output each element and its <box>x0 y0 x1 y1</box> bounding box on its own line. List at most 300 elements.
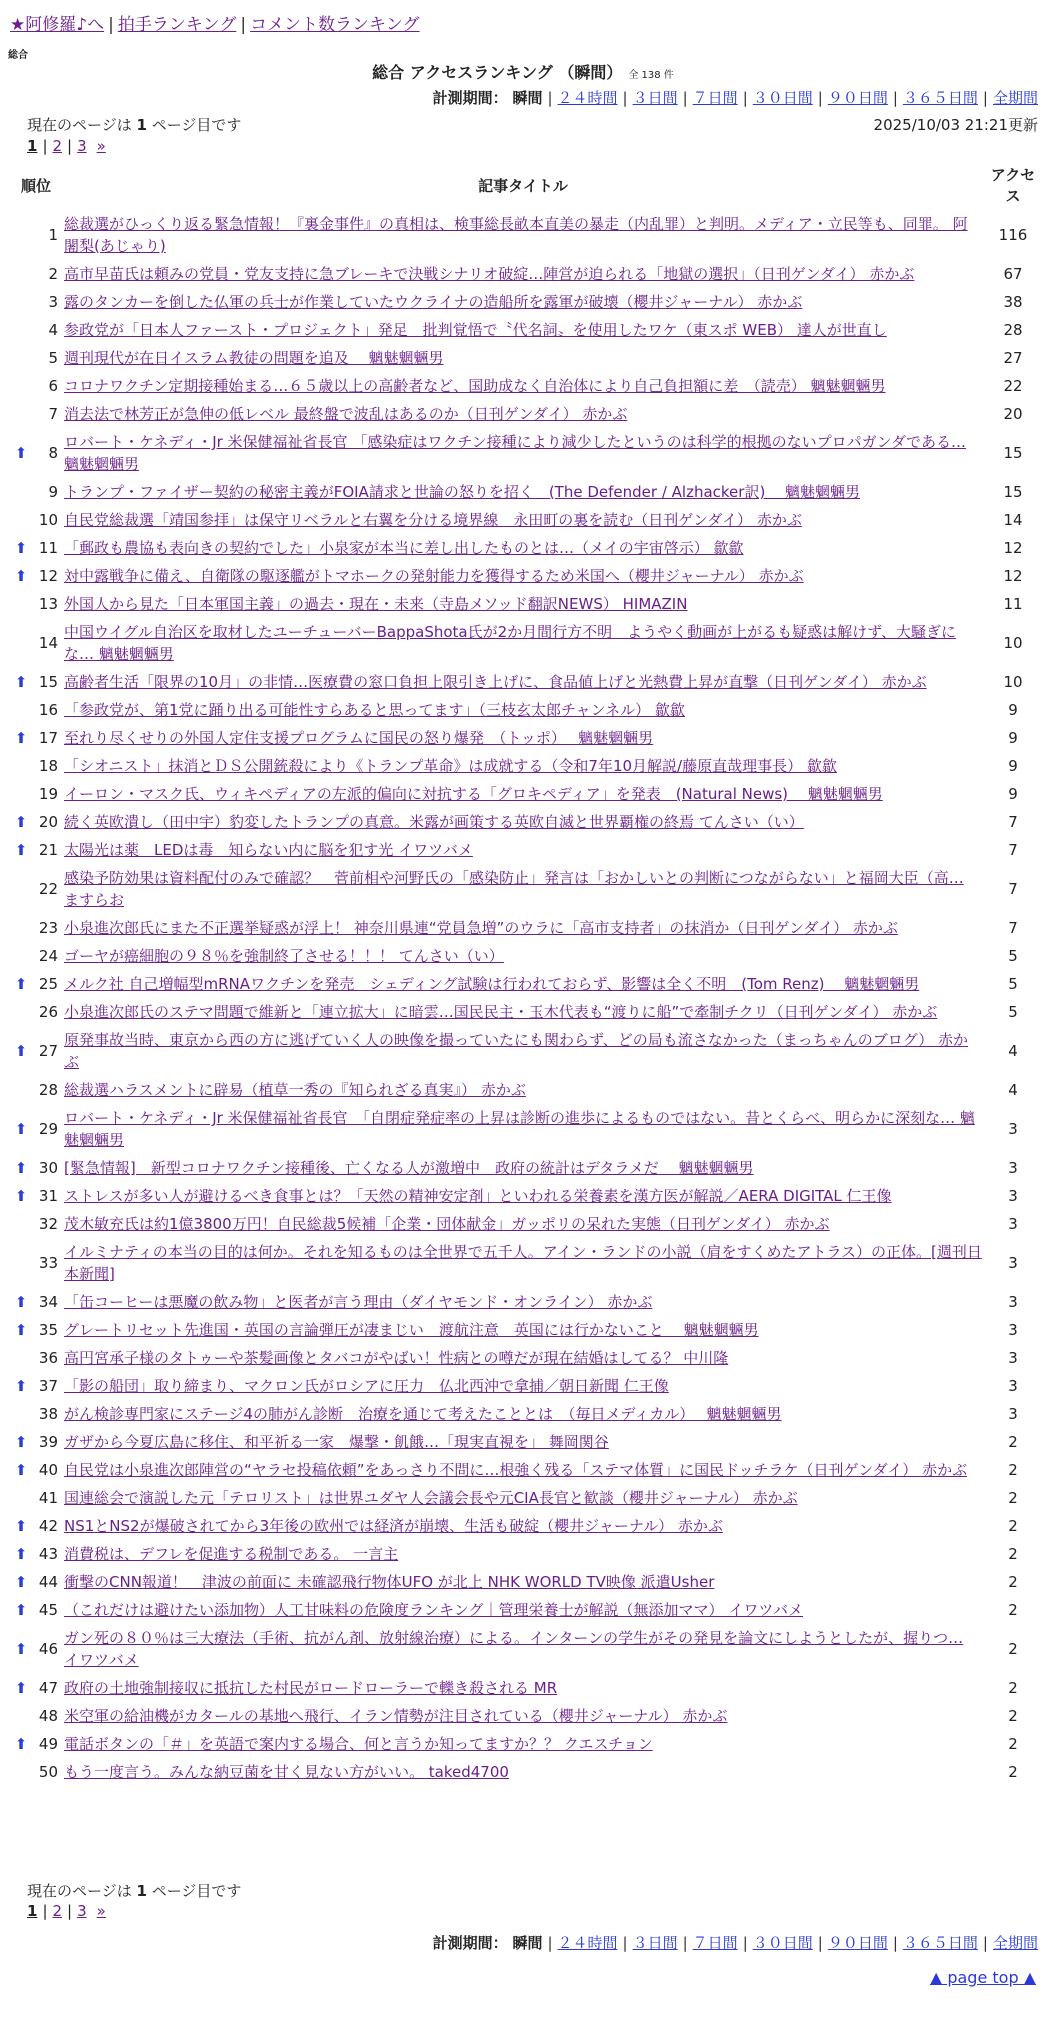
period-selector-top: 計測期間： 瞬間 | ２４時間 | ３日間 | ７日間 | ３０日間 | ９０日間 | ３６５日間 | 全期間 <box>432 89 1038 107</box>
article-link[interactable]: メルク社 自己増幅型mRNAワクチンを発売 シェディング試験は行われておらず、影響は全く不明 (Tom Renz) 魑魅魍魎男 <box>64 975 920 993</box>
period-current: 瞬間 <box>512 1934 543 1952</box>
table-row <box>10 696 1042 724</box>
table-row <box>10 1456 1042 1484</box>
rank-change-cell <box>10 506 32 534</box>
period-link-30d[interactable]: ３０日間 <box>752 89 813 107</box>
article-link[interactable]: ストレスが多い人が避けるべき食事とは？「天然の精神安定剤」といわれる栄養素を漢方医が解説／AERA DIGITAL 仁王像 <box>64 1187 892 1205</box>
article-link[interactable]: 週刊現代が在日イスラム教徒の問題を追及 魑魅魍魎男 <box>64 349 444 367</box>
rank-number: 26 <box>38 1003 58 1021</box>
access-count: 3 <box>1008 1321 1018 1339</box>
arrow-up-icon: ⬆ <box>14 1640 28 1658</box>
title-cell <box>62 428 984 478</box>
table-row <box>10 428 1042 478</box>
table-row <box>10 210 1042 260</box>
access-count: 7 <box>1008 841 1018 859</box>
article-link[interactable]: イルミナティの本当の目的は何か。それを知るものは全世界で五千人。アイン・ランドの小説（肩をすくめたアトラス）の正体。[週刊日本新聞] <box>64 1243 982 1283</box>
article-link[interactable]: 茂木敏充氏は約1億3800万円！自民総裁5候補「企業・団体献金」ガッポリの呆れた実態（日刊ゲンダイ） 赤かぶ <box>64 1215 830 1233</box>
rank-change-cell <box>10 808 32 836</box>
rank-number: 32 <box>38 1215 58 1233</box>
table-row <box>10 1702 1042 1730</box>
article-link[interactable]: 小泉進次郎氏のステマ問題で維新と「連立拡大」に暗雲…国民民主・玉木代表も“渡りに船”で牽制チクリ（日刊ゲンダイ） 赤かぶ <box>64 1003 938 1021</box>
article-link[interactable]: 感染予防効果は資料配付のみで確認？ 菅前相や河野氏の「感染防止」発言は「おかしいとの判断につながらない」と福岡大臣（高… ますらお <box>64 869 964 909</box>
rank-change-cell <box>10 970 32 998</box>
rank-change-cell <box>10 724 32 752</box>
access-count: 3 <box>1008 1120 1018 1138</box>
rank-change-cell <box>10 1568 32 1596</box>
header-rank: 順位 <box>20 176 51 195</box>
access-count: 3 <box>1008 1293 1018 1311</box>
pager-next[interactable]: » <box>96 137 106 155</box>
table-row <box>10 1104 1042 1154</box>
rank-change-cell <box>10 478 32 506</box>
rank-change-cell <box>10 1210 32 1238</box>
arrow-up-icon: ⬆ <box>14 1159 28 1177</box>
rank-number: 49 <box>38 1735 58 1753</box>
arrow-up-icon: ⬆ <box>14 1517 28 1535</box>
title-cell <box>62 1182 984 1210</box>
access-count: 3 <box>1008 1159 1018 1177</box>
page-info-suffix: ページ目です <box>151 1882 242 1900</box>
article-link[interactable]: グレートリセット先進国・英国の言論弾圧が凄まじい 渡航注意 英国には行かないこと 魑魅魍魎男 <box>64 1321 759 1339</box>
rank-change-cell <box>10 752 32 780</box>
article-link[interactable]: 消去法で林芳正が急伸の低レベル 最終盤で波乱はあるのか（日刊ゲンダイ） 赤かぶ <box>64 405 628 423</box>
arrow-up-icon: ⬆ <box>14 1377 28 1395</box>
rank-change-cell <box>10 400 32 428</box>
article-link[interactable]: ロバート・ケネディ・Jr 米保健福祉省長官 「自閉症発症率の上昇は診断の進歩によるものではない。昔とくらべ、明らかに深刻な… 魑魅魍魎男 <box>64 1109 975 1149</box>
rank-number: 33 <box>38 1254 58 1272</box>
rank-change-cell <box>10 914 32 942</box>
header-title: 記事タイトル <box>478 176 568 195</box>
rank-change-cell <box>10 1400 32 1428</box>
title-cell <box>62 914 984 942</box>
rank-number: 42 <box>38 1517 58 1535</box>
article-link[interactable]: もう一度言う。みんな納豆菌を甘く見ない方がいい。 taked4700 <box>64 1763 509 1781</box>
article-link[interactable]: ガザから今夏広島に移住、和平祈る一家 爆撃・飢餓…「現実直視を」 舞岡関谷 <box>64 1433 609 1451</box>
article-link[interactable]: 続く英欧潰し（田中宇）豹変したトランプの真意。米露が画策する英欧自滅と世界覇権の終焉 てんさい（い） <box>64 813 804 831</box>
rank-number: 15 <box>38 673 58 691</box>
period-link-24h[interactable]: ２４時間 <box>557 89 618 107</box>
period-label: 計測期間： <box>432 1934 508 1952</box>
table-row <box>10 1512 1042 1540</box>
access-count: 2 <box>1008 1735 1018 1753</box>
title-cell <box>62 506 984 534</box>
access-count: 9 <box>1008 729 1018 747</box>
rank-number: 45 <box>38 1601 58 1619</box>
article-link[interactable]: トランプ・ファイザー契約の秘密主義がFOIA請求と世論の怒りを招く (The Defender / Alzhacker訳) 魑魅魍魎男 <box>64 483 861 501</box>
article-link[interactable]: ゴーヤが癌細胞の９８％を強制終了させる！！！ てんさい（い） <box>64 947 504 965</box>
rank-change-cell <box>10 1238 32 1288</box>
table-row <box>10 1758 1042 1786</box>
access-count: 3 <box>1008 1187 1018 1205</box>
table-row <box>10 1428 1042 1456</box>
rank-number: 4 <box>48 321 58 339</box>
article-link[interactable]: NS1とNS2が爆破されてから3年後の欧州では経済が崩壊、生活も破綻（櫻井ジャーナル） 赤かぶ <box>64 1517 723 1535</box>
rank-change-cell <box>10 1428 32 1456</box>
arrow-up-icon: ⬆ <box>14 1735 28 1753</box>
access-count: 3 <box>1008 1215 1018 1233</box>
article-link[interactable]: ガン死の８０％は三大療法（手術、抗がん剤、放射線治療）による。インターンの学生がその発見を論文にしようとしたが、握りつ… イワツバメ <box>64 1629 964 1669</box>
article-link[interactable]: 「シオニスト」抹消とＤＳ公開銃殺により《トランプ革命》は成就する（令和7年10月解説/藤原直哉理事長） 歙歙 <box>64 757 837 775</box>
access-count: 12 <box>1003 567 1023 585</box>
article-link[interactable]: 太陽光は薬 LEDは毒 知らない内に脳を犯す光 イワツバメ <box>64 841 473 859</box>
title-cell <box>62 1104 984 1154</box>
page-heading <box>0 60 1046 83</box>
access-count: 3 <box>1008 1254 1018 1272</box>
arrow-up-icon: ⬆ <box>14 1293 28 1311</box>
access-count: 3 <box>1008 1405 1018 1423</box>
article-link[interactable]: 原発事故当時、東京から西の方に逃げていく人の映像を撮っていたにも関わらず、どの局も流さなかった（まっちゃんのブログ） 赤かぶ <box>64 1031 969 1071</box>
rank-number: 50 <box>38 1763 58 1781</box>
table-row <box>10 1238 1042 1288</box>
rank-change-cell <box>10 618 32 668</box>
rank-number: 17 <box>38 729 58 747</box>
table-row <box>10 400 1042 428</box>
title-cell <box>62 1428 984 1456</box>
article-link[interactable]: 「参政党が、第1党に踊り出る可能性すらあると思ってます」（三枝玄太郎チャンネル） 歙歙 <box>64 701 685 719</box>
category-label: 総合 <box>8 50 28 61</box>
article-link[interactable]: 「影の船団」取り締まり、マクロン氏がロシアに圧力 仏北西沖で拿捕／朝日新聞 仁王像 <box>64 1377 669 1395</box>
table-row <box>10 780 1042 808</box>
pager-next[interactable]: » <box>96 1902 106 1920</box>
title-cell <box>62 344 984 372</box>
nav-link-ashura[interactable]: ★阿修羅♪へ <box>10 15 105 35</box>
rank-change-cell <box>10 998 32 1026</box>
arrow-up-icon: ⬆ <box>14 1461 28 1479</box>
article-link[interactable]: 総裁選ハラスメントに辟易（植草一秀の『知られざる真実』） 赤かぶ <box>64 1081 526 1099</box>
article-link[interactable]: 衝撃のCNN報道！ 津波の前面に 未確認飛行物体UFO が北上 NHK WORLD TV映像 派遣Usher <box>64 1573 715 1591</box>
rank-number: 35 <box>38 1321 58 1339</box>
rank-number: 43 <box>38 1545 58 1563</box>
access-count: 2 <box>1008 1573 1018 1591</box>
article-link[interactable]: イーロン・マスク氏、ウィキペディアの左派的偏向に対抗する「グロキペディア」を発表 (Natural News) 魑魅魍魎男 <box>64 785 883 803</box>
rank-change-cell <box>10 1344 32 1372</box>
table-row <box>10 808 1042 836</box>
arrow-up-icon: ⬆ <box>14 1601 28 1619</box>
rank-change-cell <box>10 534 32 562</box>
rank-change-cell <box>10 316 32 344</box>
rank-change-cell <box>10 942 32 970</box>
arrow-up-icon: ⬆ <box>14 1679 28 1697</box>
title-cell <box>62 1624 984 1674</box>
arrow-up-icon: ⬆ <box>14 813 28 831</box>
access-count: 7 <box>1008 919 1018 937</box>
period-link-3d[interactable]: ３日間 <box>632 89 678 107</box>
title-cell <box>62 942 984 970</box>
title-cell <box>62 534 984 562</box>
title-cell <box>62 1238 984 1288</box>
rank-change-cell <box>10 1154 32 1182</box>
rank-change-cell <box>10 1076 32 1104</box>
title-cell <box>62 1154 984 1182</box>
page-info-number: 1 <box>136 116 147 134</box>
nav-link-comment-ranking[interactable]: コメント数ランキング <box>250 15 420 35</box>
article-link[interactable]: 外国人から見た「日本軍国主義」の過去・現在・未来（寺島メソッド翻訳NEWS） HIMAZIN <box>64 595 688 613</box>
access-count: 15 <box>1003 444 1023 462</box>
rank-change-cell <box>10 288 32 316</box>
article-link[interactable]: ロバート・ケネディ・Jr 米保健福祉省長官 「感染症はワクチン接種により減少したというのは科学的根拠のないプロパガンダである… 魑魅魍魎男 <box>64 433 966 473</box>
title-cell <box>62 1316 984 1344</box>
table-row <box>10 1316 1042 1344</box>
rank-number: 27 <box>38 1042 58 1060</box>
title-cell <box>62 1702 984 1730</box>
table-row <box>10 478 1042 506</box>
title-cell <box>62 1288 984 1316</box>
rank-number: 7 <box>48 405 58 423</box>
title-cell <box>62 1026 984 1076</box>
title-cell <box>62 288 984 316</box>
rank-number: 36 <box>38 1349 58 1367</box>
title-cell <box>62 808 984 836</box>
rank-change-cell <box>10 1596 32 1624</box>
title-cell <box>62 1512 984 1540</box>
table-row <box>10 668 1042 696</box>
title-cell <box>62 1568 984 1596</box>
pager-current: 1 <box>27 1902 38 1920</box>
title-cell <box>62 970 984 998</box>
access-count: 116 <box>998 226 1028 244</box>
title-cell <box>62 1210 984 1238</box>
table-row <box>10 864 1042 914</box>
period-link-7d[interactable]: ７日間 <box>692 1934 738 1952</box>
page-title: 総合 アクセスランキング （瞬間） <box>372 63 623 82</box>
rank-number: 6 <box>48 377 58 395</box>
table-row <box>10 1210 1042 1238</box>
title-cell <box>62 590 984 618</box>
access-count: 2 <box>1008 1461 1018 1479</box>
rank-number: 23 <box>38 919 58 937</box>
period-link-24h[interactable]: ２４時間 <box>557 1934 618 1952</box>
rank-change-cell <box>10 428 32 478</box>
table-row <box>10 1076 1042 1104</box>
access-count: 7 <box>1008 813 1018 831</box>
pager-bottom: 1 | 2 | 3 » <box>27 1902 106 1920</box>
arrow-up-icon: ⬆ <box>14 1573 28 1591</box>
access-count: 2 <box>1008 1601 1018 1619</box>
article-link[interactable]: 自民党は小泉進次郎陣営の“ヤラセ投稿依頼”をあっさり不問に…根強く残る「ステマ体質」に国民ドッチラケ（日刊ゲンダイ） 赤かぶ <box>64 1461 968 1479</box>
page-info-prefix: 現在のページは <box>27 1882 132 1900</box>
rank-change-cell <box>10 696 32 724</box>
article-link[interactable]: 自民党総裁選「靖国参拝」は保守リベラルと右翼を分ける境界線 永田町の裏を読む（日刊ゲンダイ） 赤かぶ <box>64 511 802 529</box>
title-cell <box>62 1372 984 1400</box>
access-count: 20 <box>1003 405 1023 423</box>
period-link-3d[interactable]: ３日間 <box>632 1934 678 1952</box>
arrow-up-icon: ⬆ <box>14 975 28 993</box>
article-link[interactable]: コロナワクチン定期接種始まる…６５歳以上の高齢者など、国助成なく自治体により自己負担額に差 （読売） 魑魅魍魎男 <box>64 377 886 395</box>
title-cell <box>62 1540 984 1568</box>
access-count: 3 <box>1008 1377 1018 1395</box>
pager-link-2[interactable]: 2 <box>52 137 63 155</box>
rank-change-cell <box>10 780 32 808</box>
article-link[interactable]: （これだけは避けたい添加物）人工甘味料の危険度ランキング｜管理栄養士が解説（無添加ママ） イワツバメ <box>64 1601 804 1619</box>
access-count: 2 <box>1008 1517 1018 1535</box>
updated-timestamp: 2025/10/03 21:21更新 <box>873 116 1038 134</box>
title-cell <box>62 998 984 1026</box>
table-row <box>10 1182 1042 1210</box>
arrow-up-icon: ⬆ <box>14 1433 28 1451</box>
page-info-number: 1 <box>136 1882 147 1900</box>
table-row <box>10 1372 1042 1400</box>
table-row <box>10 1484 1042 1512</box>
article-link[interactable]: がん検診専門家にステージ4の肺がん診断 治療を通じて考えたこととは （毎日メディカル） 魑魅魍魎男 <box>64 1405 782 1423</box>
arrow-up-icon: ⬆ <box>14 539 28 557</box>
rank-number: 18 <box>38 757 58 775</box>
access-count: 12 <box>1003 539 1023 557</box>
pager-link-3[interactable]: 3 <box>77 137 87 155</box>
table-row <box>10 562 1042 590</box>
access-count: 67 <box>1003 265 1023 283</box>
arrow-up-icon: ⬆ <box>14 1321 28 1339</box>
article-link[interactable]: 「郵政も農協も表向きの契約でした」小泉家が本当に差し出したものとは…（メイの宇宙啓示） 歙歙 <box>64 539 744 557</box>
access-count: 2 <box>1008 1489 1018 1507</box>
access-count: 4 <box>1008 1081 1018 1099</box>
article-link[interactable]: [緊急情報] 新型コロナワクチン接種後、亡くなる人が激増中 政府の統計はデタラメだ 魑魅魍魎男 <box>64 1159 754 1177</box>
ranking-table <box>10 160 1042 1786</box>
rank-number: 29 <box>38 1120 58 1138</box>
article-link[interactable]: 対中露戦争に備え、自衛隊の駆逐艦がトマホークの発射能力を獲得するため米国へ（櫻井ジャーナル） 赤かぶ <box>64 567 804 585</box>
pager-current: 1 <box>27 137 38 155</box>
nav-link-clap-ranking[interactable]: 拍手ランキング <box>117 15 237 35</box>
pager-top: 1 | 2 | 3 » <box>27 137 106 155</box>
period-link-all[interactable]: 全期間 <box>992 89 1038 107</box>
rank-number: 9 <box>48 483 58 501</box>
rank-number: 40 <box>38 1461 58 1479</box>
article-link[interactable]: 高円宮承子様のタトゥーや茶髪画像とタバコがやばい！性病との噂だが現在結婚はしてる？ 中川隆 <box>64 1349 729 1367</box>
page-info-suffix: ページ目です <box>151 116 242 134</box>
access-count: 2 <box>1008 1640 1018 1658</box>
page-info-bottom <box>27 1880 241 1901</box>
arrow-up-icon: ⬆ <box>14 1120 28 1138</box>
access-count: 9 <box>1008 757 1018 775</box>
article-link[interactable]: 電話ボタンの「＃」を英語で案内する場合、何と言うか知ってますか？？ クエスチョン <box>64 1735 653 1753</box>
rank-change-cell <box>10 1758 32 1786</box>
period-link-90d[interactable]: ９０日間 <box>827 89 888 107</box>
pager-link-3[interactable]: 3 <box>77 1902 87 1920</box>
article-link[interactable]: 参政党が「日本人ファースト・プロジェクト」発足 批判覚悟で〝代名詞〟を使用したワケ（東スポ WEB） 達人が世直し <box>64 321 887 339</box>
article-link[interactable]: 高市早苗氏は頼みの党員・党友支持に急ブレーキで決戦シナリオ破綻…陣営が迫られる「地獄の選択」（日刊ゲンダイ） 赤かぶ <box>64 265 915 283</box>
article-link[interactable]: 中国ウイグル自治区を取材したユーチューバーBappaShota氏が2か月間行方不明 ようやく動画が上がるも疑惑は解けず、大騒ぎにな… 魑魅魍魎男 <box>64 623 956 663</box>
period-link-30d[interactable]: ３０日間 <box>752 1934 813 1952</box>
table-row <box>10 752 1042 780</box>
table-row <box>10 618 1042 668</box>
table-row <box>10 316 1042 344</box>
arrow-up-icon: ⬆ <box>14 1545 28 1563</box>
rank-number: 20 <box>38 813 58 831</box>
access-count: 22 <box>1003 377 1023 395</box>
period-link-365d[interactable]: ３６５日間 <box>902 89 978 107</box>
rank-number: 47 <box>38 1679 58 1697</box>
rank-number: 25 <box>38 975 58 993</box>
period-link-365d[interactable]: ３６５日間 <box>902 1934 978 1952</box>
title-cell <box>62 618 984 668</box>
table-row <box>10 1568 1042 1596</box>
title-cell <box>62 780 984 808</box>
table-row <box>10 260 1042 288</box>
article-link[interactable]: 露のタンカーを倒した仏軍の兵士が作業していたウクライナの造船所を露軍が破壊（櫻井ジャーナル） 赤かぶ <box>64 293 803 311</box>
period-label: 計測期間： <box>432 89 508 107</box>
arrow-up-icon: ⬆ <box>14 444 28 462</box>
rank-change-cell <box>10 210 32 260</box>
page-top-link[interactable]: ▲ page top ▲ <box>929 1968 1036 1987</box>
title-cell <box>62 1758 984 1786</box>
table-row <box>10 970 1042 998</box>
rank-number: 1 <box>48 226 58 244</box>
arrow-up-icon: ⬆ <box>14 1042 28 1060</box>
rank-change-cell <box>10 1026 32 1076</box>
access-count: 10 <box>1003 634 1023 652</box>
rank-number: 11 <box>38 539 58 557</box>
article-link[interactable]: 国連総会で演説した元「テロリスト」は世界ユダヤ人会議会長や元CIA長官と歓談（櫻井ジャーナル） 赤かぶ <box>64 1489 798 1507</box>
access-count: 3 <box>1008 1349 1018 1367</box>
access-count: 28 <box>1003 321 1023 339</box>
rank-change-cell <box>10 668 32 696</box>
top-navigation <box>10 10 420 35</box>
title-cell <box>62 696 984 724</box>
table-row <box>10 1540 1042 1568</box>
period-link-all[interactable]: 全期間 <box>992 1934 1038 1952</box>
rank-change-cell <box>10 1456 32 1484</box>
article-link[interactable]: 総裁選がひっくり返る緊急情報！『裏金事件』の真相は、検事総長畝本直美の暴走（内乱罪）と判明。メディア・立民等も、同罪。 阿闍梨(あじゃり) <box>64 215 968 255</box>
arrow-up-icon: ⬆ <box>14 1187 28 1205</box>
article-link[interactable]: 「缶コーヒーは悪魔の飲み物」と医者が言う理由（ダイヤモンド・オンライン） 赤かぶ <box>64 1293 653 1311</box>
period-link-7d[interactable]: ７日間 <box>692 89 738 107</box>
rank-change-cell <box>10 1182 32 1210</box>
table-row <box>10 506 1042 534</box>
access-count: 14 <box>1003 511 1023 529</box>
page-top <box>930 1968 1036 1987</box>
rank-number: 46 <box>38 1640 58 1658</box>
rank-change-cell <box>10 864 32 914</box>
rank-change-cell <box>10 1674 32 1702</box>
table-row <box>10 590 1042 618</box>
article-link[interactable]: 政府の土地強制接収に抵抗した村民がロードローラーで轢き殺される MR <box>64 1679 558 1697</box>
table-row <box>10 998 1042 1026</box>
rank-number: 22 <box>38 880 58 898</box>
rank-number: 41 <box>38 1489 58 1507</box>
article-link[interactable]: 小泉進次郎氏にまた不正選挙疑惑が浮上！ 神奈川県連“党員急増”のウラに「高市支持者」の抹消か（日刊ゲンダイ） 赤かぶ <box>64 919 898 937</box>
table-row <box>10 1730 1042 1758</box>
access-count: 15 <box>1003 483 1023 501</box>
rank-number: 3 <box>48 293 58 311</box>
rank-number: 38 <box>38 1405 58 1423</box>
article-link[interactable]: 消費税は、デフレを促進する税制である。 一言主 <box>64 1545 399 1563</box>
article-link[interactable]: 至れり尽くせりの外国人定住支援プログラムに国民の怒り爆発 （トッポ） 魑魅魍魎男 <box>64 729 654 747</box>
table-row <box>10 1154 1042 1182</box>
title-cell <box>62 316 984 344</box>
title-cell <box>62 1076 984 1104</box>
rank-change-cell <box>10 562 32 590</box>
access-count: 2 <box>1008 1763 1018 1781</box>
rank-number: 10 <box>38 511 58 529</box>
title-cell <box>62 836 984 864</box>
access-count: 2 <box>1008 1545 1018 1563</box>
arrow-up-icon: ⬆ <box>14 567 28 585</box>
period-link-90d[interactable]: ９０日間 <box>827 1934 888 1952</box>
article-link[interactable]: 米空軍の給油機がカタールの基地へ飛行、イラン情勢が注目されている（櫻井ジャーナル） 赤かぶ <box>64 1707 728 1725</box>
table-row <box>10 914 1042 942</box>
table-row <box>10 724 1042 752</box>
access-count: 7 <box>1008 880 1018 898</box>
pager-link-2[interactable]: 2 <box>52 1902 63 1920</box>
table-row <box>10 836 1042 864</box>
rank-number: 13 <box>38 595 58 613</box>
access-count: 38 <box>1003 293 1023 311</box>
rank-number: 28 <box>38 1081 58 1099</box>
article-link[interactable]: 高齢者生活「限界の10月」の非情…医療費の窓口負担上限引き上げに、食品値上げと光熱費上昇が直撃（日刊ゲンダイ） 赤かぶ <box>64 673 927 691</box>
table-row <box>10 344 1042 372</box>
period-selector-bottom: 計測期間： 瞬間 | ２４時間 | ３日間 | ７日間 | ３０日間 | ９０日間 | ３６５日間 | 全期間 <box>432 1934 1038 1952</box>
rank-change-cell <box>10 590 32 618</box>
rank-number: 19 <box>38 785 58 803</box>
